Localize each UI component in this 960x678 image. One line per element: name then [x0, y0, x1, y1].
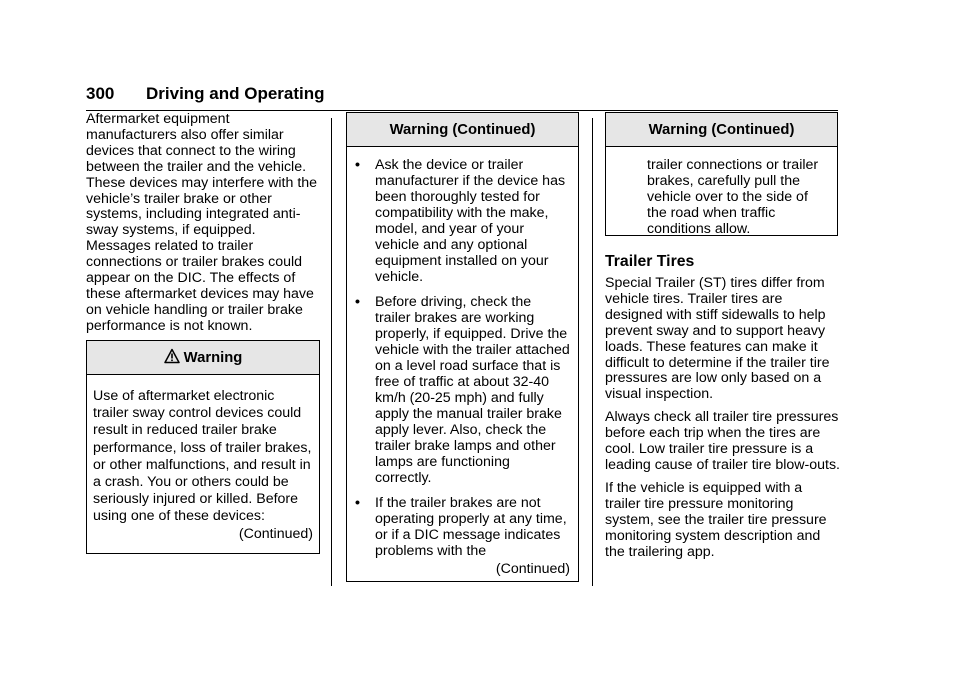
warning-text: trailer connections or trailer brakes, carefully pull the vehicle over to the side of the road when traffic conditions allow.	[647, 157, 819, 237]
column-divider-right	[592, 118, 593, 586]
warning-box-2	[346, 112, 579, 582]
intro-paragraph	[86, 112, 322, 342]
warning-title: Warning (Continued)	[648, 121, 795, 138]
column-divider-left	[331, 118, 332, 586]
bullet-mark: •	[355, 294, 360, 310]
page-number: 300	[86, 84, 115, 103]
continued-label: (Continued)	[238, 525, 313, 542]
warning-header	[347, 113, 578, 147]
warning-text: Use of aftermarket electronic trailer sway control devices could result in reduced trailer brake performance, loss of trailer brakes, or other malfunctions, and result in a crash. You or others could be seriously injured or killed. Before using one of these devices:	[93, 388, 312, 525]
warning-bullet	[355, 294, 570, 486]
bullet-mark: •	[355, 157, 360, 173]
warning-header	[87, 341, 319, 375]
warning-box-1	[86, 340, 320, 554]
intro-text: Aftermarket equipment manufacturers also offer similar devices that connect to the wiring between the trailer and the vehicle. These devices may interfere with the vehicle’s trailer brake or other systems, including integrated anti-sway systems, if equipped. Messages related to trailer connections or trailer brakes could appear on the DIC. The effects of these aftermarket devices may have on vehicle handling or trailer brake performance is not known.	[86, 111, 318, 334]
section-heading: Trailer Tires	[605, 253, 695, 270]
paragraph: Special Trailer (ST) tires differ from vehicle tires. Trailer tires are designed with stiff sidewalls to help prevent sway and to support heavy loads. These features can make it difficult to determine if the trailer tire pressures are low only based on a visual inspection.	[605, 275, 830, 403]
bullet-text: Ask the device or trailer manufacturer if the device has been thoroughly tested for compatibility with the make, model, and year of your vehicle and any optional equipment installed on your vehicle.	[375, 157, 566, 285]
warning-body	[87, 375, 319, 549]
warning-header	[606, 113, 837, 147]
trailer-tires-text	[605, 276, 841, 567]
bullet-mark: •	[355, 495, 360, 511]
bullet-text: Before driving, check the trailer brakes are working properly, if equipped. Drive the vehicle with the trailer attached on a level road surface that is free of traffic at about 32-40 km/h (20-25 mph) and fully apply the manual trailer brake apply lever. Also, check the trailer brake lamps and other lamps are functioning correctly.	[375, 294, 570, 486]
warning-box-3	[605, 112, 838, 236]
page-header	[86, 84, 838, 111]
warning-triangle-icon	[164, 348, 180, 368]
warning-title: Warning (Continued)	[389, 121, 536, 138]
bullet-text: If the trailer brakes are not operating properly at any time, or if a DIC message indicates problems with the	[375, 495, 567, 559]
paragraph: Always check all trailer tire pressures before each trip when the tires are cool. Low trailer tire pressure is a leading cause of trailer tire blow-outs.	[605, 409, 841, 473]
warning-bullet	[355, 157, 570, 285]
warning-body	[606, 147, 837, 245]
paragraph: If the vehicle is equipped with a trailer tire pressure monitoring system, see the trailer tire pressure monitoring system description and the trailering app.	[605, 479, 827, 560]
continued-label: (Continued)	[495, 561, 570, 577]
section-title: Driving and Operating	[146, 84, 325, 103]
warning-title: Warning	[183, 349, 243, 366]
warning-bullet	[355, 495, 570, 559]
warning-body	[347, 147, 578, 585]
